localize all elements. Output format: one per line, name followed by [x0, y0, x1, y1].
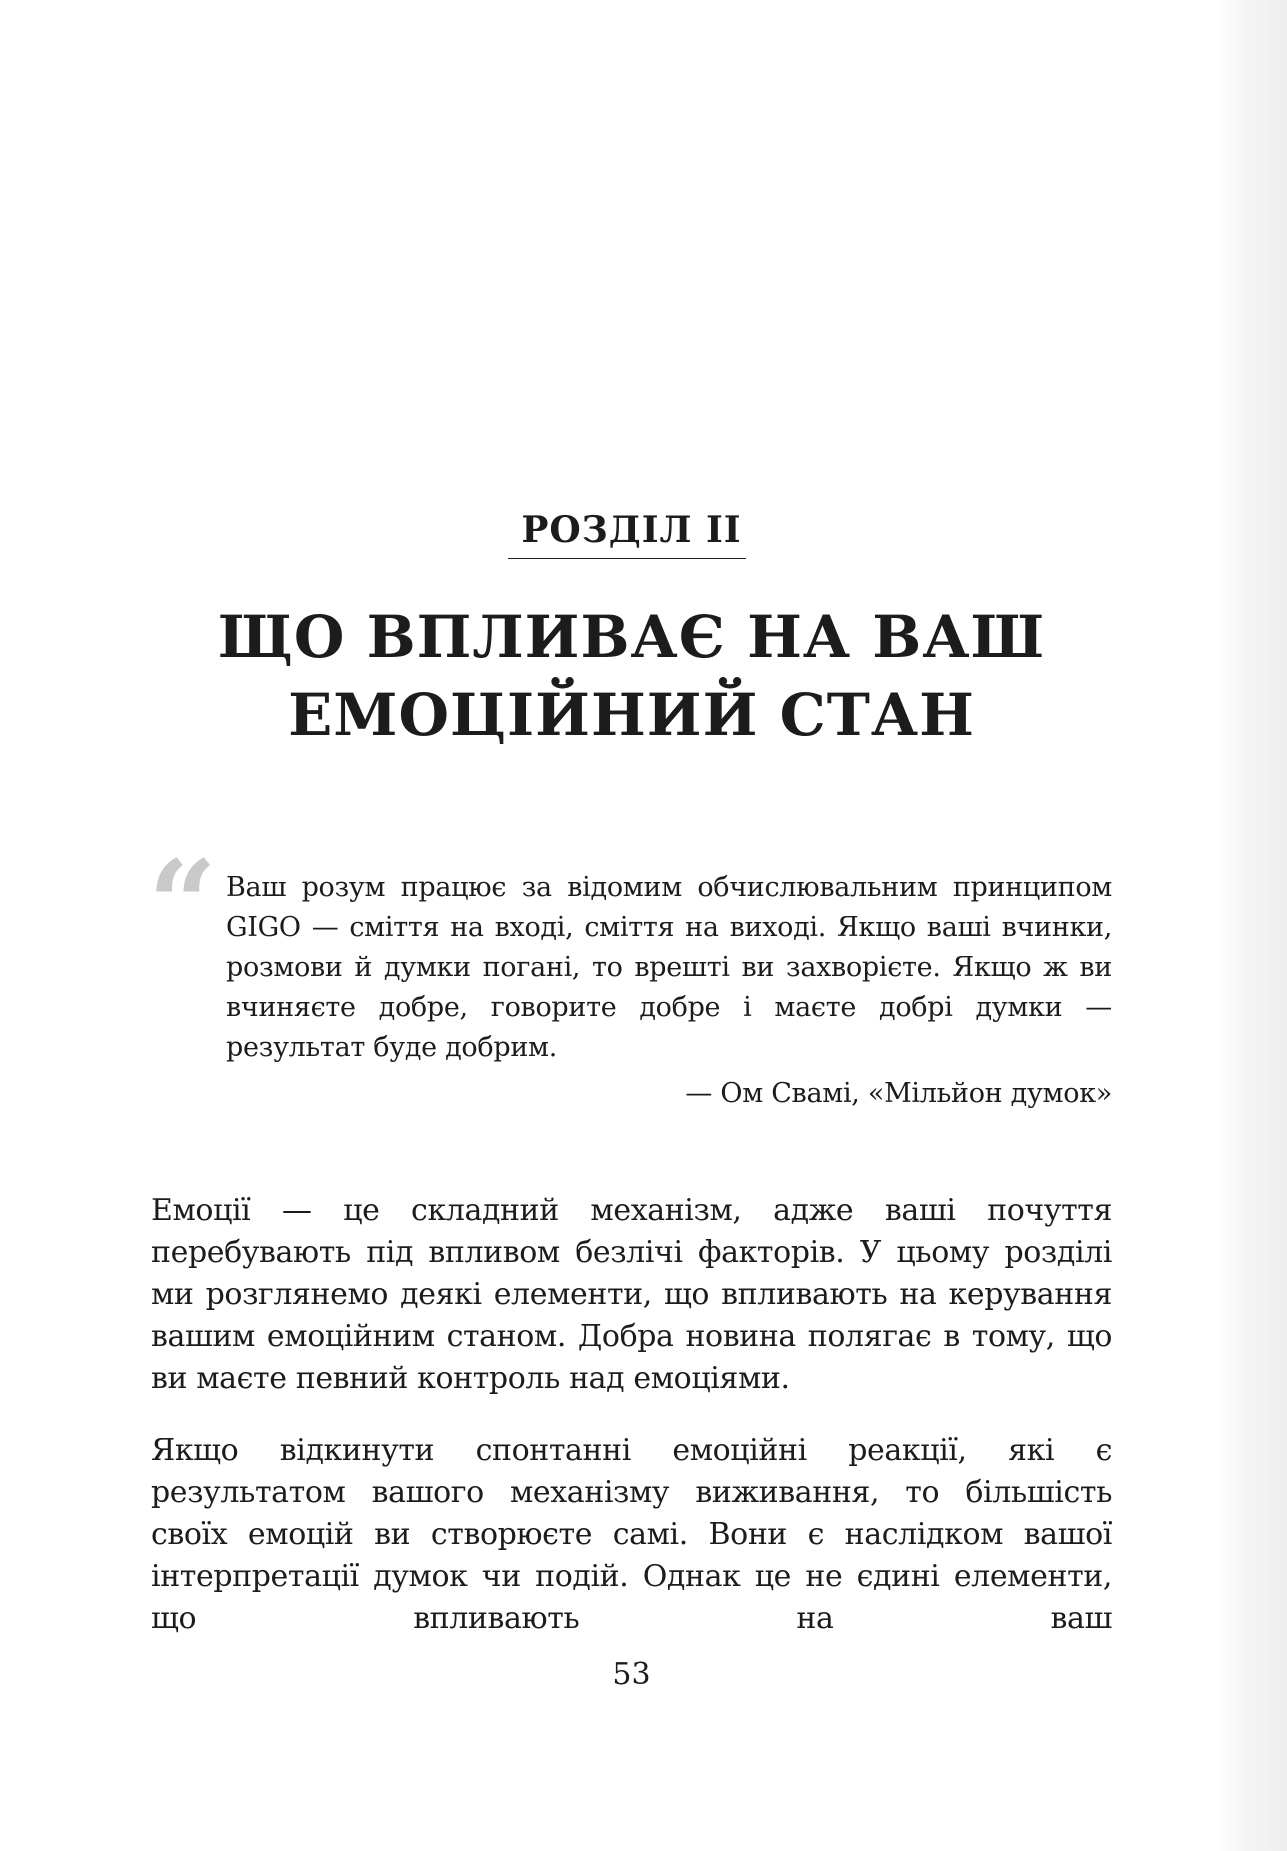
- chapter-title: [0, 598, 1263, 754]
- epigraph-attribution: — Ом Свамі, «Мільйон думок»: [685, 1078, 1112, 1109]
- chapter-title-line-2: ЕМОЦІЙНИЙ СТАН: [288, 681, 975, 749]
- paragraph-text: Емоції — це складний механізм, адже ваші почуття перебувають під впливом безлічі факторів. У цьому розділі ми розглянемо деякі елементи, що впливають на керування вашим емоційним станом. Добра новина полягає в тому, що ви маєте певний контроль над емоціями.: [151, 1193, 1112, 1396]
- page-number: 53: [612, 1657, 651, 1692]
- epigraph-text: Ваш розум працює за відомим обчислювальним принципом GIGO — сміття на вході, сміття на виході. Якщо ваші вчинки, розмови й думки погані, то врешті ви захворієте. Якщо ж ви вчиняєте добре, говорите добре і маєте добрі думки — результат буде добрим.: [226, 872, 1112, 1063]
- page-edge-shadow: [1217, 0, 1287, 1851]
- body-paragraph-2: [151, 1430, 1112, 1640]
- paragraph-text: Якщо відкинути спонтанні емоційні реакції, які є результатом вашого механізму виживання, то більшість своїх емоцій ви створюєте самі. Вони є наслідком вашої інтерпретації думок чи подій. Однак це не єдині елементи, що впливають на ваш: [151, 1433, 1112, 1636]
- body-paragraph-1: [151, 1190, 1112, 1400]
- epigraph: [226, 868, 1112, 1068]
- section-label: РОЗДІЛ II: [521, 509, 742, 551]
- quote-mark-icon: “: [148, 834, 218, 975]
- chapter-title-line-1: ЩО ВПЛИВАЄ НА ВАШ: [217, 603, 1046, 671]
- section-underline: [508, 558, 746, 559]
